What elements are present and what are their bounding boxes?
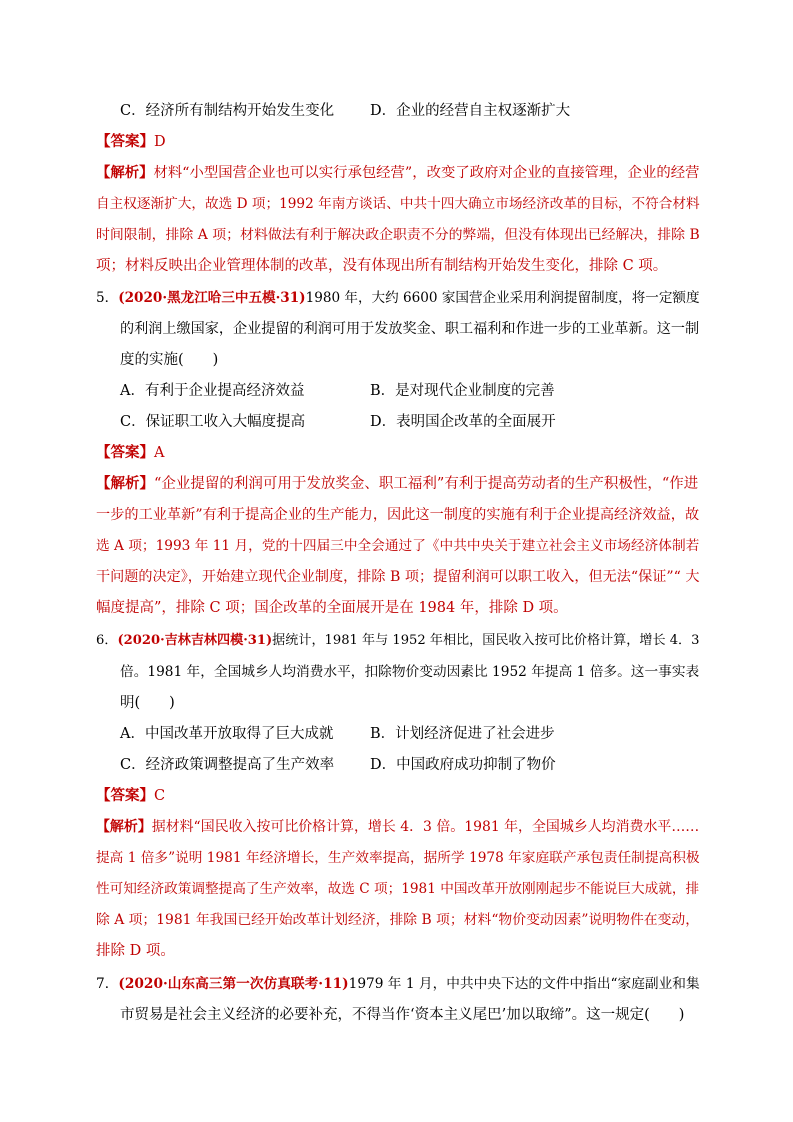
question-number: 6． [96, 633, 118, 648]
question-source: (2020·黑龙江哈三中五模·31) [118, 290, 306, 306]
q5-option-d: D．表明国企改革的全面展开 [370, 414, 556, 430]
q6-option-b: B．计划经济促进了社会进步 [370, 726, 555, 742]
q5-stem-line-3: 度的实施( ) [120, 352, 219, 368]
q5-stem-line-1 [96, 288, 700, 308]
analysis-tag: 【解析】 [96, 165, 154, 181]
analysis-tag: 【解析】 [96, 475, 154, 492]
q5-answer [96, 443, 164, 463]
q5-analysis-line-3: 选 A 项；1993 年 11 月，党的十四届三中全会通过了《中共中央关于建立社会主义市场经济体制若 [96, 538, 700, 554]
q5-analysis-line-1 [96, 474, 698, 494]
q4-answer [96, 132, 166, 152]
question-number: 7． [96, 976, 119, 992]
stem-text: 1979 年 1 月，中共中央下达的文件中指出“家庭副业和集 [348, 976, 700, 992]
q6-analysis-line-2: 提高 1 倍多”说明 1981 年经济增长，生产效率提高，据所学 1978 年家庭联产承包责任制提高积极 [96, 850, 700, 866]
stem-text: 1980 年，大约 6600 家国营企业采用利润提留制度，将一定额度 [305, 290, 700, 306]
q5-option-b: B．是对现代企业制度的完善 [370, 383, 555, 399]
answer-value: D [154, 134, 166, 150]
q6-option-a: A．中国改革开放取得了巨大成就 [120, 726, 334, 742]
analysis-text: 材料“小型国营企业也可以实行承包经营”，改变了政府对企业的直接管理，企业的经营 [153, 165, 700, 181]
question-number: 5． [96, 290, 119, 306]
q6-option-c: C．经济政策调整提高了生产效率 [120, 757, 335, 773]
q5-analysis-line-4: 干问题的决定》，开始建立现代企业制度，排除 B 项；提留利润可以职工收入，但无法“保证”“ 大 [96, 569, 700, 585]
q5-stem-line-2: 的利润上缴国家，企业提留的利润可用于发放奖金、职工福利和作进一步的工业革新。这一制 [120, 321, 700, 337]
q7-stem-line-1 [96, 974, 700, 994]
q5-option-a: A．有利于企业提高经济效益 [120, 383, 305, 399]
analysis-text: 据材料“国民收入按可比价格计算，增长 4．3 倍。1981 年，全国城乡人均消费水平…… [151, 819, 700, 835]
question-source: (2020·吉林吉林四模·31) [117, 633, 273, 648]
q4-option-c: C．经济所有制结构开始发生变化 [120, 103, 335, 119]
answer-tag: 【答案】 [96, 444, 154, 461]
answer-tag: 【答案】 [96, 133, 154, 150]
analysis-text: “企业提留的利润可用于发放奖金、职工福利”有利于提高劳动者的生产积极性，“作进 [154, 476, 699, 492]
q7-stem-line-2: 市贸易是社会主义经济的必要补充，不得当作‘资本主义尾巴’加以取缔”。这一规定( ) [120, 1007, 685, 1023]
q6-stem-line-1 [96, 631, 699, 651]
q4-analysis-line-3: 时间限制，排除 A 项；材料做法有利于解决政企职责不分的弊端，但没有体现出已经解决，排除 B [96, 227, 700, 243]
answer-value: C [154, 788, 166, 804]
q5-analysis-line-5: 幅度提高”，排除 C 项；国企改革的全面展开是在 1984 年，排除 D 项。 [96, 600, 568, 616]
q5-option-c: C．保证职工收入大幅度提高 [120, 414, 306, 430]
q6-analysis-line-1 [96, 817, 699, 837]
q6-answer [96, 786, 165, 806]
q6-analysis-line-3: 性可知经济政策调整提高了生产效率，故选 C 项；1981 中国改革开放刚刚起步不能说巨大成就，排 [96, 881, 700, 897]
answer-value: A [154, 445, 165, 461]
q5-analysis-line-2: 一步的工业革新”有利于提高企业的生产能力，因此这一制度的实施有利于企业提高经济效益，故 [96, 507, 700, 523]
q6-stem-line-3: 明( ) [120, 695, 175, 711]
q6-stem-line-2: 倍。1981 年，全国城乡人均消费水平，扣除物价变动因素比 1952 年提高 1 倍多。这一事实表 [120, 664, 700, 680]
stem-text: 据统计，1981 年与 1952 年相比，国民收入按可比价格计算，增长 4．3 [272, 633, 700, 648]
q4-analysis-line-2: 自主权逐渐扩大，故选 D 项；1992 年南方谈话、中共十四大确立市场经济改革的目标，不符合材料 [96, 196, 700, 212]
q4-analysis-line-1 [96, 163, 699, 183]
question-source: (2020·山东高三第一次仿真联考·11) [118, 976, 349, 992]
q6-option-d: D．中国政府成功抑制了物价 [370, 757, 556, 773]
q6-analysis-line-4: 除 A 项；1981 年我国已经开始改革计划经济，排除 B 项；材料“物价变动因素”说明物件在变动， [96, 912, 700, 928]
q4-analysis-line-4: 项；材料反映出企业管理体制的改革，没有体现出所有制结构开始发生变化，排除 C 项。 [96, 258, 668, 274]
analysis-tag: 【解析】 [96, 819, 152, 835]
q4-option-d: D．企业的经营自主权逐渐扩大 [370, 103, 571, 119]
answer-tag: 【答案】 [96, 787, 154, 804]
q6-analysis-line-5: 排除 D 项。 [96, 943, 175, 959]
